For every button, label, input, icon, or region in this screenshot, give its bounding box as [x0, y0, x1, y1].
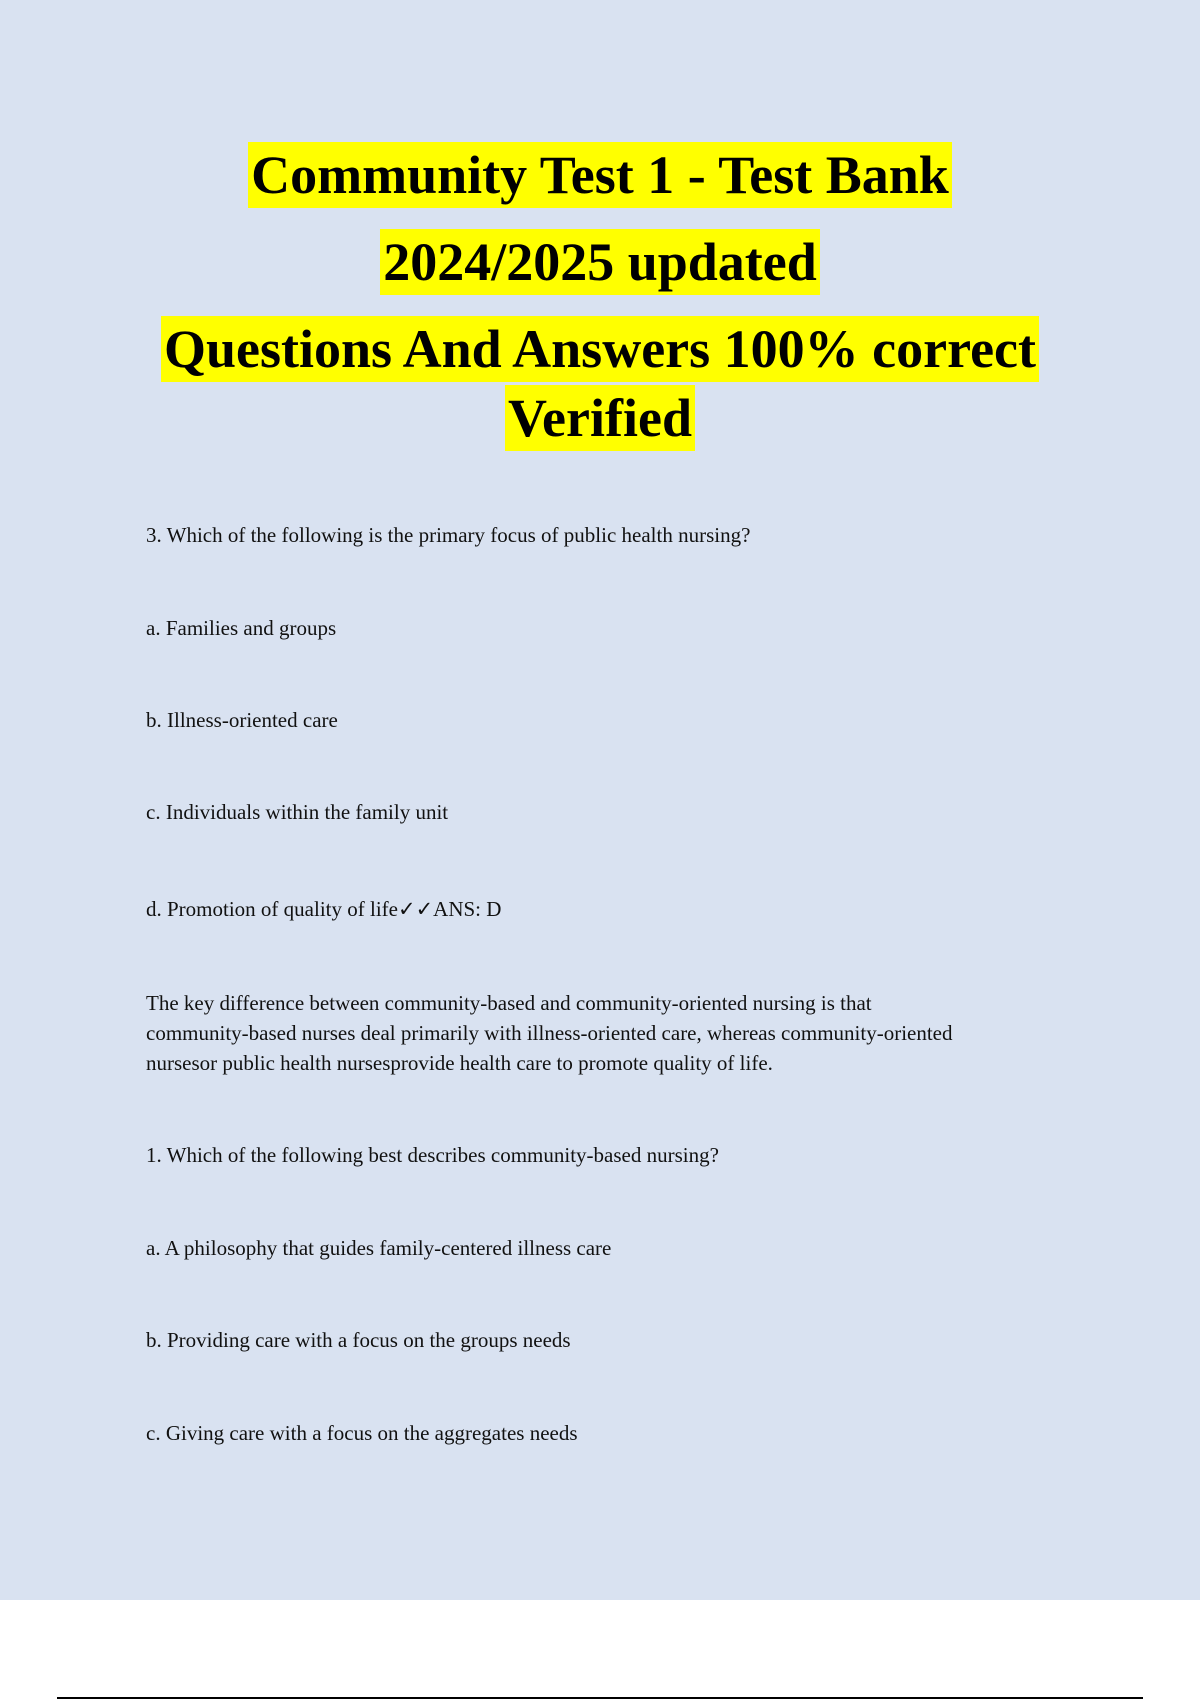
- rationale-line-2: community-based nurses deal primarily with illness-oriented care, whereas community-oriented: [146, 1021, 953, 1045]
- question-3-rationale: [146, 988, 1086, 1078]
- question-3-option-a: a. Families and groups: [146, 616, 337, 640]
- rationale-line-1: The key difference between community-based and community-oriented nursing is that: [146, 991, 872, 1015]
- question-1-prompt: 1. Which of the following best describes community-based nursing?: [146, 1143, 719, 1167]
- question-3-option-c: c. Individuals within the family unit: [146, 800, 449, 824]
- footer-rule: [57, 1697, 1143, 1699]
- question-3-option-d-answer: d. Promotion of quality of life✓✓ANS: D: [146, 897, 502, 921]
- question-1-option-c: c. Giving care with a focus on the aggregates needs: [146, 1421, 578, 1445]
- rationale-line-3: nursesor public health nursesprovide health care to promote quality of life.: [146, 1051, 773, 1075]
- title-line-4: Verified: [0, 385, 1200, 451]
- title-line-3: Questions And Answers 100% correct: [0, 316, 1200, 382]
- title-line-2: 2024/2025 updated: [0, 229, 1200, 295]
- title-line-1: Community Test 1 - Test Bank: [0, 142, 1200, 208]
- question-1-option-b: b. Providing care with a focus on the groups needs: [146, 1328, 571, 1352]
- question-1-option-a: a. A philosophy that guides family-centered illness care: [146, 1236, 612, 1260]
- question-3-prompt: 3. Which of the following is the primary focus of public health nursing?: [146, 523, 751, 547]
- question-3-option-b: b. Illness-oriented care: [146, 708, 338, 732]
